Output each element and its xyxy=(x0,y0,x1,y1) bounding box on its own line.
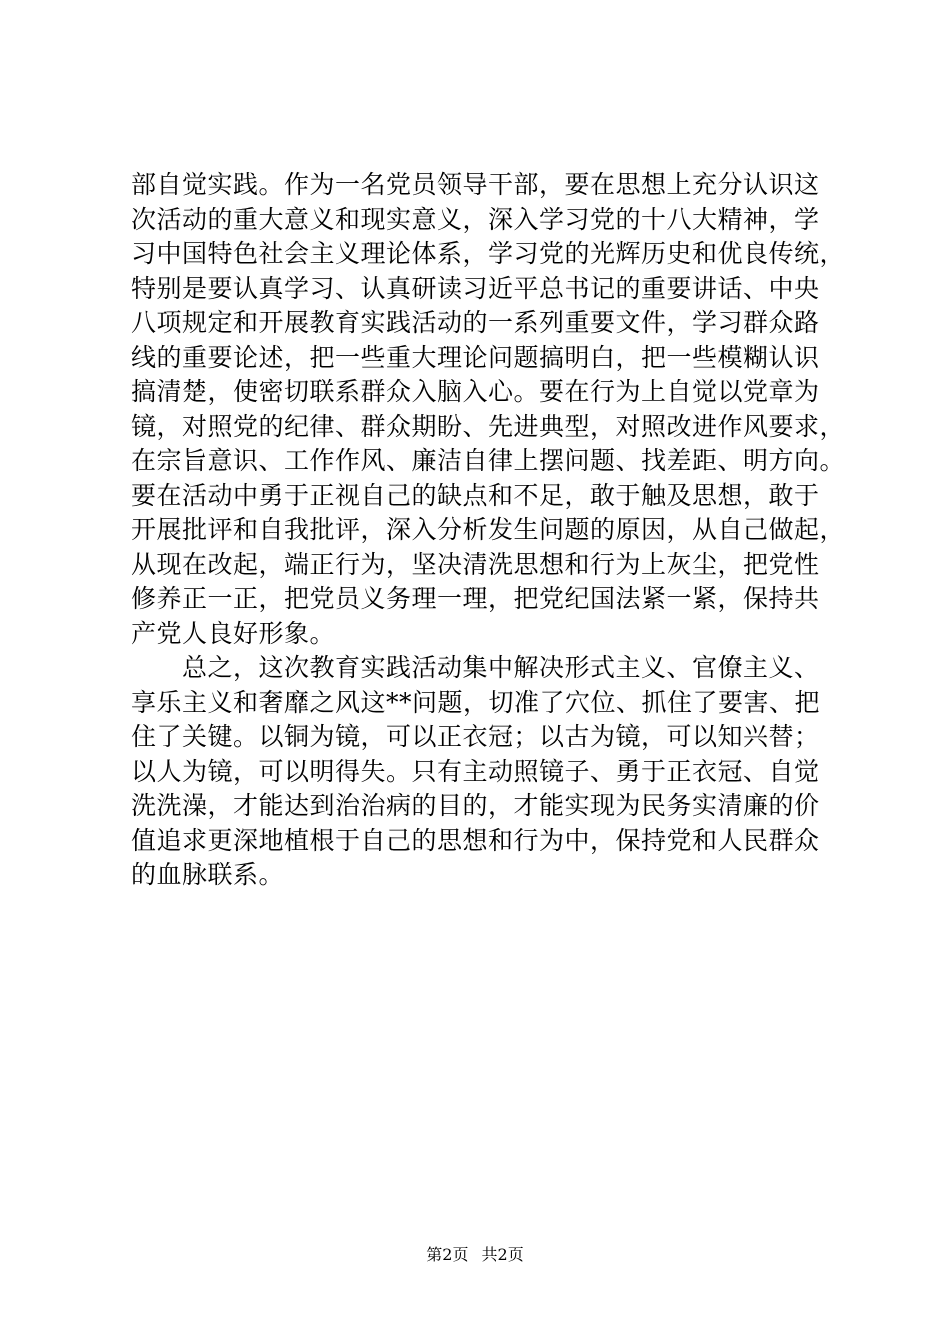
page-footer xyxy=(0,1244,950,1266)
text-line: 习中国特色社会主义理论体系，学习党的光辉历史和优良传统， xyxy=(131,239,846,268)
document-body xyxy=(131,168,846,893)
text-line: 要在活动中勇于正视自己的缺点和不足，敢于触及思想，敢于 xyxy=(131,480,820,510)
page-number: 第2页 xyxy=(426,1245,469,1264)
text-line: 以人为镜，可以明得失。只有主动照镜子、勇于正衣冠、自觉 xyxy=(131,756,820,786)
text-line: 享乐主义和奢靡之风这**问题，切准了穴位、抓住了要害、把 xyxy=(131,687,821,717)
text-line: 部自觉实践。作为一名党员领导干部，要在思想上充分认识这 xyxy=(131,170,820,199)
text-line: 的血脉联系。 xyxy=(131,860,285,889)
text-line: 洗洗澡，才能达到治治病的目的，才能实现为民务实清廉的价 xyxy=(131,791,820,820)
text-line: 住了关键。以铜为镜，可以正衣冠；以古为镜，可以知兴替； xyxy=(131,722,820,751)
text-line: 开展批评和自我批评，深入分析发生问题的原因，从自己做起， xyxy=(131,515,846,544)
page-total: 共2页 xyxy=(481,1245,524,1264)
text-line: 总之，这次教育实践活动集中解决形式主义、官僚主义、 xyxy=(131,653,820,682)
text-line: 从现在改起，端正行为，坚决清洗思想和行为上灰尘，把党性 xyxy=(131,549,820,579)
text-line: 值追求更深地植根于自己的思想和行为中，保持党和人民群众 xyxy=(131,825,820,855)
text-line: 特别是要认真学习、认真研读习近平总书记的重要讲话、中央 xyxy=(131,273,820,303)
text-line: 八项规定和开展教育实践活动的一系列重要文件，学习群众路 xyxy=(131,308,820,337)
text-line: 产党人良好形象。 xyxy=(131,618,336,648)
text-line: 修养正一正，把党员义务理一理，把党纪国法紧一紧，保持共 xyxy=(131,584,820,613)
text-line: 线的重要论述，把一些重大理论问题搞明白，把一些模糊认识 xyxy=(131,342,820,372)
text-line: 搞清楚，使密切联系群众入脑入心。要在行为上自觉以党章为 xyxy=(131,377,820,406)
text-line: 镜，对照党的纪律、群众期盼、先进典型，对照改进作风要求， xyxy=(131,411,846,441)
text-line: 在宗旨意识、工作作风、廉洁自律上摆问题、找差距、明方向。 xyxy=(131,446,846,475)
text-line: 次活动的重大意义和现实意义，深入学习党的十八大精神，学 xyxy=(131,204,820,234)
